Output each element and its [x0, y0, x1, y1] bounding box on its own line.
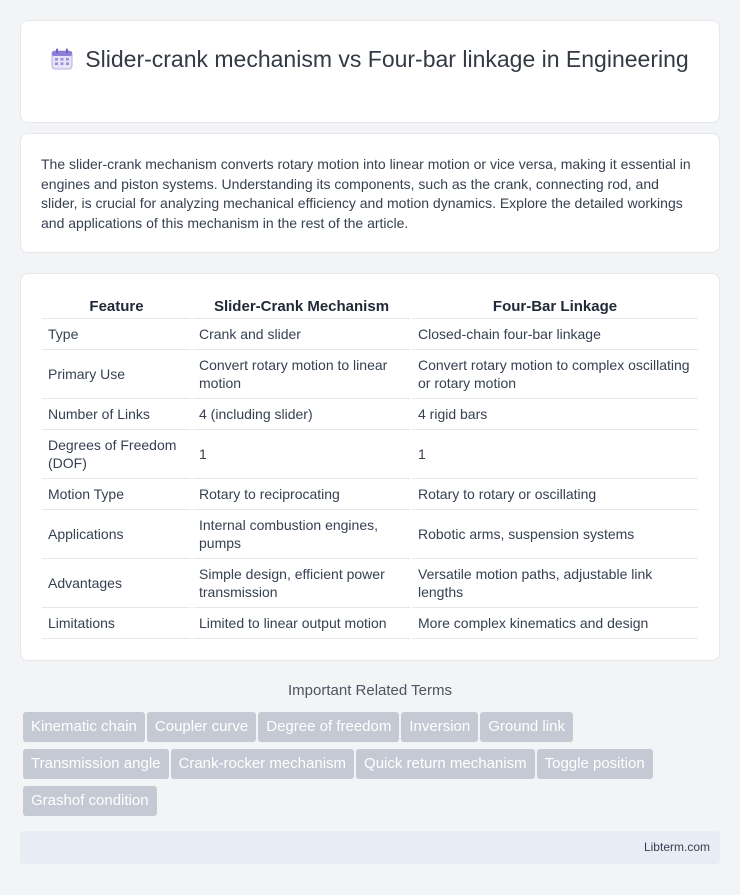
page-title-wrap	[21, 45, 719, 74]
calendar-icon	[51, 48, 73, 70]
header-feature: Feature	[42, 296, 192, 318]
table-row	[42, 318, 698, 349]
tag-degree-of-freedom[interactable]: Degree of freedom	[258, 712, 399, 742]
four-bar-cell: Rotary to rotary or oscillating	[411, 478, 698, 509]
feature-cell: Degrees of Freedom (DOF)	[42, 429, 192, 478]
comparison-table	[42, 296, 698, 639]
feature-cell: Advantages	[42, 558, 192, 607]
feature-cell: Applications	[42, 509, 192, 558]
page-title: Slider-crank mechanism vs Four-bar linkage in Engineering	[85, 46, 689, 72]
table-row	[42, 478, 698, 509]
tag-coupler-curve[interactable]: Coupler curve	[147, 712, 256, 742]
tag-grashof-condition[interactable]: Grashof condition	[23, 786, 157, 816]
related-terms-list	[23, 712, 723, 823]
tag-inversion[interactable]: Inversion	[401, 712, 478, 742]
feature-cell: Motion Type	[42, 478, 192, 509]
four-bar-cell: More complex kinematics and design	[411, 607, 698, 638]
feature-cell: Primary Use	[42, 349, 192, 398]
four-bar-cell: Robotic arms, suspension systems	[411, 509, 698, 558]
feature-cell: Type	[42, 318, 192, 349]
header-four-bar: Four-Bar Linkage	[411, 296, 698, 318]
table-row	[42, 509, 698, 558]
four-bar-cell: 4 rigid bars	[411, 398, 698, 429]
slider-crank-cell: Limited to linear output motion	[192, 607, 411, 638]
slider-crank-cell: Rotary to reciprocating	[192, 478, 411, 509]
slider-crank-cell: 1	[192, 429, 411, 478]
table-row	[42, 398, 698, 429]
header-slider-crank: Slider-Crank Mechanism	[192, 296, 411, 318]
tag-kinematic-chain[interactable]: Kinematic chain	[23, 712, 145, 742]
intro-card	[20, 133, 720, 253]
table-header-row	[42, 296, 698, 318]
slider-crank-cell: Crank and slider	[192, 318, 411, 349]
table-row	[42, 607, 698, 638]
tag-toggle-position[interactable]: Toggle position	[537, 749, 653, 779]
footer	[20, 831, 720, 864]
comparison-card	[20, 273, 720, 661]
four-bar-cell: Convert rotary motion to complex oscillating or rotary motion	[411, 349, 698, 398]
tag-transmission-angle[interactable]: Transmission angle	[23, 749, 169, 779]
four-bar-cell: Versatile motion paths, adjustable link lengths	[411, 558, 698, 607]
slider-crank-cell: Convert rotary motion to linear motion	[192, 349, 411, 398]
feature-cell: Number of Links	[42, 398, 192, 429]
feature-cell: Limitations	[42, 607, 192, 638]
intro-paragraph: The slider-crank mechanism converts rotary motion into linear motion or vice versa, making it essential in engines and piston systems. Understanding its components, such as the crank, connecting rod, and slider, is crucial for analyzing mechanical efficiency and motion dynamics. Explore the detailed workings and applications of this mechanism in the rest of the article.	[41, 156, 691, 231]
table-row	[42, 429, 698, 478]
slider-crank-cell: Internal combustion engines, pumps	[192, 509, 411, 558]
four-bar-cell: Closed-chain four-bar linkage	[411, 318, 698, 349]
table-row	[42, 558, 698, 607]
footer-site-link[interactable]: Libterm.com	[643, 840, 710, 854]
tag-crank-rocker-mechanism[interactable]: Crank-rocker mechanism	[171, 749, 355, 779]
slider-crank-cell: 4 (including slider)	[192, 398, 411, 429]
four-bar-cell: 1	[411, 429, 698, 478]
tag-quick-return-mechanism[interactable]: Quick return mechanism	[356, 749, 535, 779]
tag-ground-link[interactable]: Ground link	[480, 712, 573, 742]
slider-crank-cell: Simple design, efficient power transmission	[192, 558, 411, 607]
related-terms-heading: Important Related Terms	[288, 682, 452, 699]
title-card	[20, 20, 720, 123]
table-row	[42, 349, 698, 398]
